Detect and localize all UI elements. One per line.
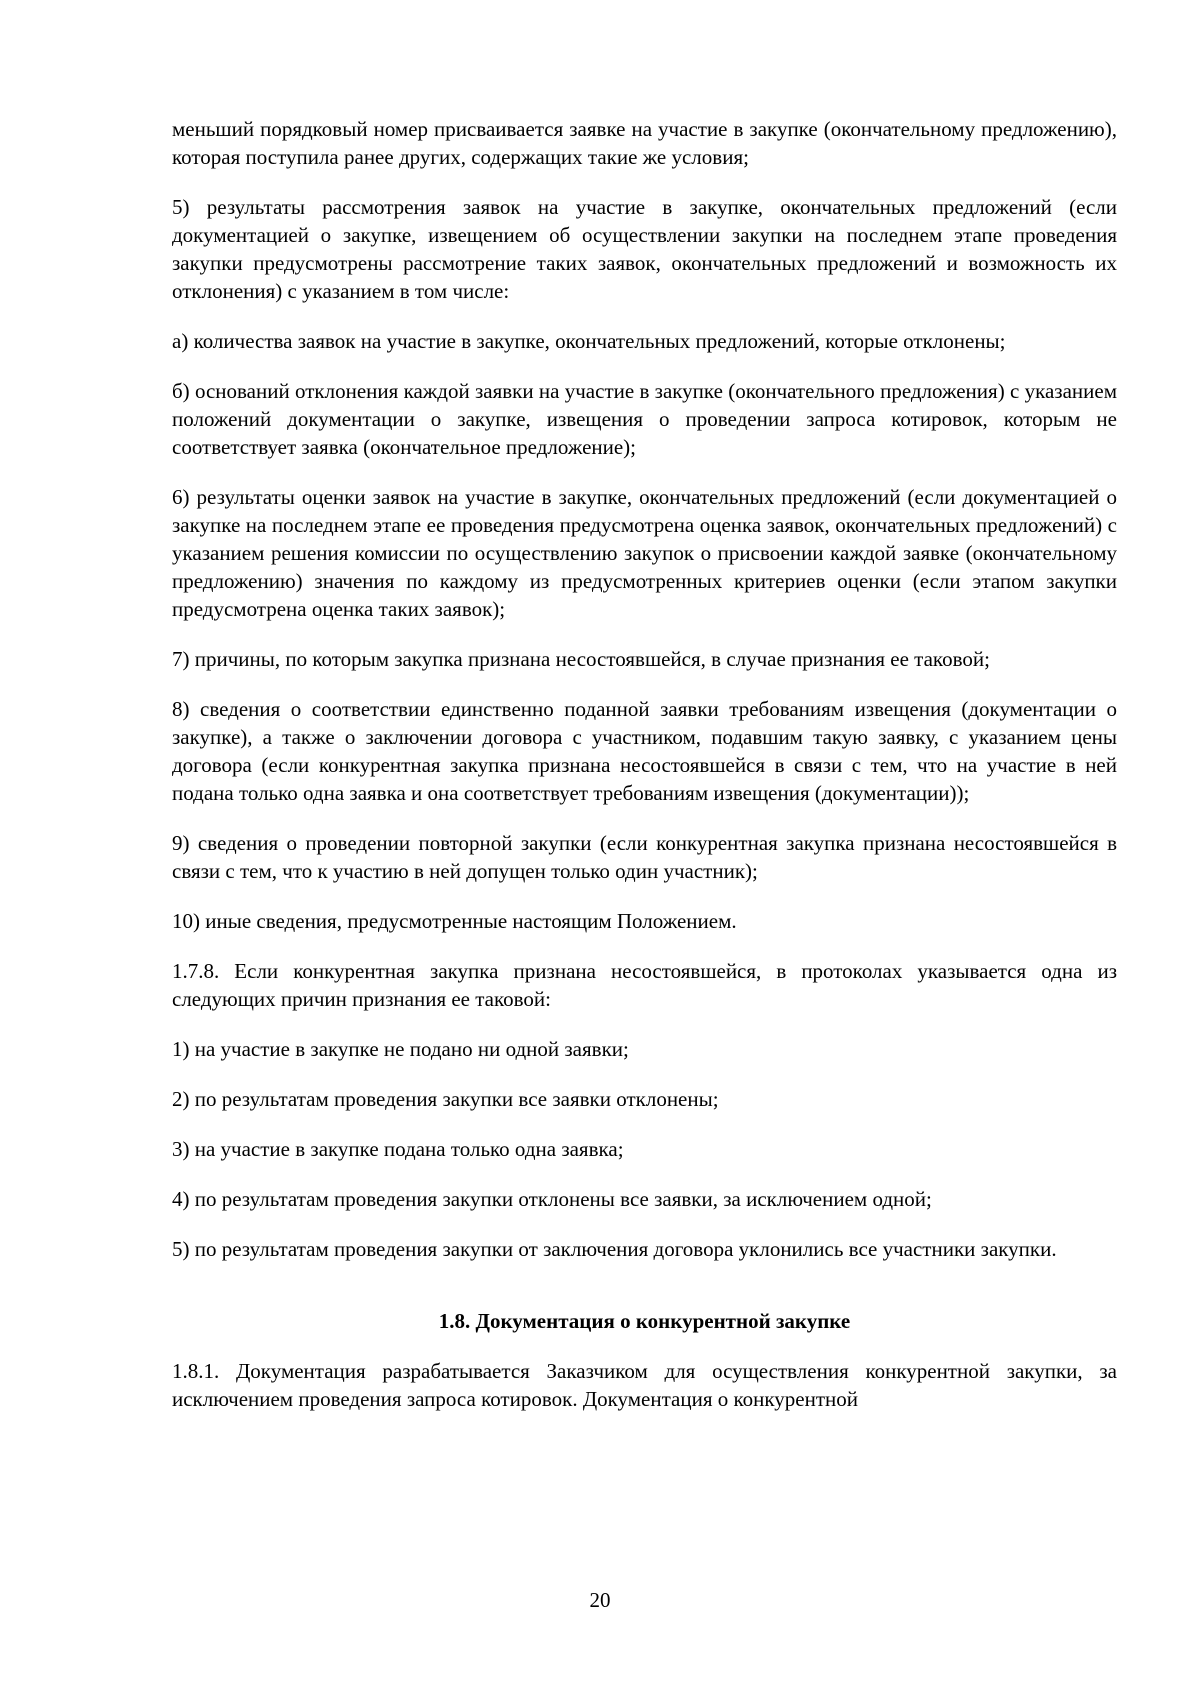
document-body	[172, 115, 1117, 1435]
paragraph-reason-4: 4) по результатам проведения закупки отклонены все заявки, за исключением одной;	[172, 1187, 932, 1211]
paragraph-reason-3: 3) на участие в закупке подана только одна заявка;	[172, 1137, 624, 1161]
paragraph-item-5b: б) оснований отклонения каждой заявки на участие в закупке (окончательного предложения) с указанием положений документации о закупке, извещения о проведении запроса котировок, которым не соответствует заявка (окончательное предложение);	[172, 379, 1117, 459]
paragraph-item-7: 7) причины, по которым закупка признана несостоявшейся, в случае признания ее таковой;	[172, 647, 990, 671]
paragraph-reason-5: 5) по результатам проведения закупки от заключения договора уклонились все участники закупки.	[172, 1237, 1057, 1261]
paragraph-continuation: меньший порядковый номер присваивается заявке на участие в закупке (окончательному предложению), которая поступила ранее других, содержащих такие же условия;	[172, 117, 1117, 169]
paragraph-item-8: 8) сведения о соответствии единственно поданной заявки требованиям извещения (документации о закупке), а также о заключении договора с участником, подавшим такую заявку, с указанием цены договора (если конкурентная закупка признана несостоявшейся в связи с тем, что на участие в ней подана только одна заявка и она соответствует требованиям извещения (документации));	[172, 697, 1117, 805]
section-heading: 1.8. Документация о конкурентной закупке	[438, 1309, 851, 1333]
paragraph-item-9: 9) сведения о проведении повторной закупки (если конкурентная закупка признана несостоявшейся в связи с тем, что к участию в ней допущен только один участник);	[172, 831, 1117, 883]
paragraph-1-7-8: 1.7.8. Если конкурентная закупка признана несостоявшейся, в протоколах указывается одна из следующих причин признания ее таковой:	[172, 959, 1117, 1011]
paragraph-reason-1: 1) на участие в закупке не подано ни одной заявки;	[172, 1037, 629, 1061]
paragraph-1-8-1: 1.8.1. Документация разрабатывается Заказчиком для осуществления конкурентной закупки, за исключением проведения запроса котировок. Документация о конкурентной	[172, 1359, 1117, 1411]
page-number: 20	[589, 1588, 611, 1612]
paragraph-item-5a: а) количества заявок на участие в закупке, окончательных предложений, которые отклонены;	[172, 329, 1006, 353]
paragraph-reason-2: 2) по результатам проведения закупки все заявки отклонены;	[172, 1087, 719, 1111]
paragraph-item-10: 10) иные сведения, предусмотренные настоящим Положением.	[172, 909, 737, 933]
paragraph-item-5: 5) результаты рассмотрения заявок на участие в закупке, окончательных предложений (если документацией о закупке, извещением об осуществлении закупки на последнем этапе проведения закупки предусмотрены рассмотрение таких заявок, окончательных предложений и возможность их отклонения) с указанием в том числе:	[172, 195, 1117, 303]
paragraph-item-6: 6) результаты оценки заявок на участие в закупке, окончательных предложений (если документацией о закупке на последнем этапе ее проведения предусмотрена оценка заявок, окончательных предложений) с указанием решения комиссии по осуществлению закупок о присвоении каждой заявке (окончательному предложению) значения по каждому из предусмотренных критериев оценки (если этапом закупки предусмотрена оценка таких заявок);	[172, 485, 1117, 621]
